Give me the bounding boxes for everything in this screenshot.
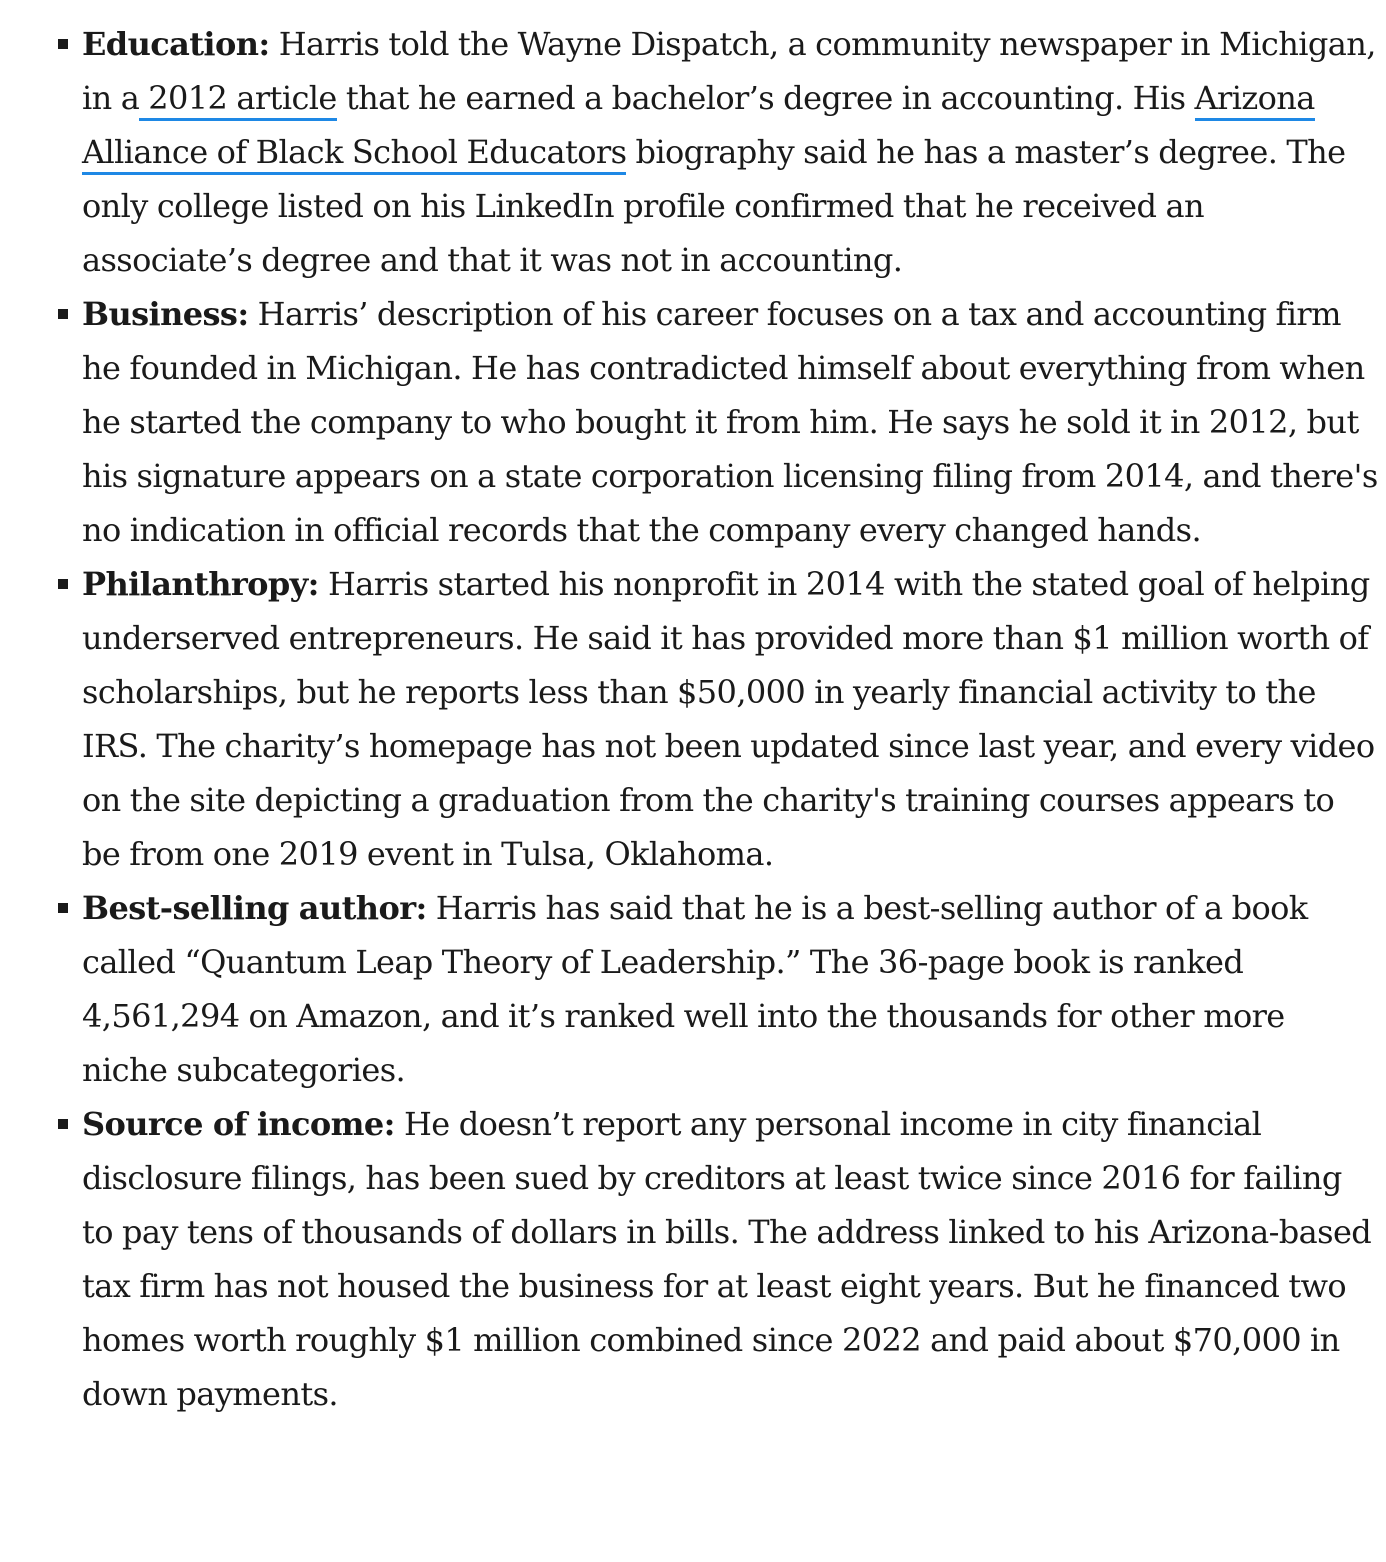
item-text: He doesn’t report any personal income in city financial disclosure filings, has been sued by creditors at least twice since 2016 for failing to pay tens of thousands of dollars in bills. The address linked to his Arizona-based tax firm has not housed the business for at least eight years. But he financed two homes worth roughly $1 million combined since 2022 and paid about $70,000 in down payments. bbox=[82, 1105, 1372, 1413]
list-item-business bbox=[82, 287, 1378, 557]
item-text: Harris told the Wayne Dispatch, a community newspaper in Michigan, in a bbox=[82, 25, 1376, 117]
square-bullet-icon bbox=[58, 579, 68, 589]
item-label: Education: bbox=[82, 25, 270, 63]
link-2012-article[interactable]: 2012 article bbox=[139, 79, 337, 121]
item-label: Source of income: bbox=[82, 1105, 395, 1143]
article-bullet-list bbox=[82, 17, 1378, 1421]
list-item-best-selling-author bbox=[82, 881, 1378, 1097]
item-text: that he earned a bachelor’s degree in accounting. His bbox=[336, 79, 1195, 117]
square-bullet-icon bbox=[58, 309, 68, 319]
item-text: Harris’ description of his career focuses on a tax and accounting firm he founded in Michigan. He has contradicted himself about everything from when he started the company to who bought it from him. He says he sold it in 2012, but his signature appears on a state corporation licensing filing from 2014, and there's no indication in official records that the company every changed hands. bbox=[82, 295, 1378, 549]
item-text: Harris started his nonprofit in 2014 with the stated goal of helping underserved entrepreneurs. He said it has provided more than $1 million worth of scholarships, but he reports less than $50,000 in yearly financial activity to the IRS. The charity’s homepage has not been updated since last year, and every video on the site depicting a graduation from the charity's training courses appears to be from one 2019 event in Tulsa, Oklahoma. bbox=[82, 565, 1375, 873]
list-item-source-of-income bbox=[82, 1097, 1378, 1421]
item-label: Business: bbox=[82, 295, 249, 333]
list-item-education bbox=[82, 17, 1378, 287]
item-label: Best-selling author: bbox=[82, 889, 427, 927]
square-bullet-icon bbox=[58, 39, 68, 49]
link-arizona-alliance-biography[interactable]: Arizona Alliance of Black School Educators bbox=[82, 79, 1315, 175]
item-label: Philanthropy: bbox=[82, 565, 319, 603]
square-bullet-icon bbox=[58, 1119, 68, 1129]
item-text: Harris has said that he is a best-selling author of a book called “Quantum Leap Theory of Leadership.” The 36-page book is ranked 4,561,294 on Amazon, and it’s ranked well into the thousands for other more niche subcategories. bbox=[82, 889, 1308, 1089]
square-bullet-icon bbox=[58, 903, 68, 913]
item-text: biography said he has a master’s degree. The only college listed on his LinkedIn profile confirmed that he received an associate’s degree and that it was not in accounting. bbox=[82, 133, 1346, 279]
list-item-philanthropy bbox=[82, 557, 1378, 881]
